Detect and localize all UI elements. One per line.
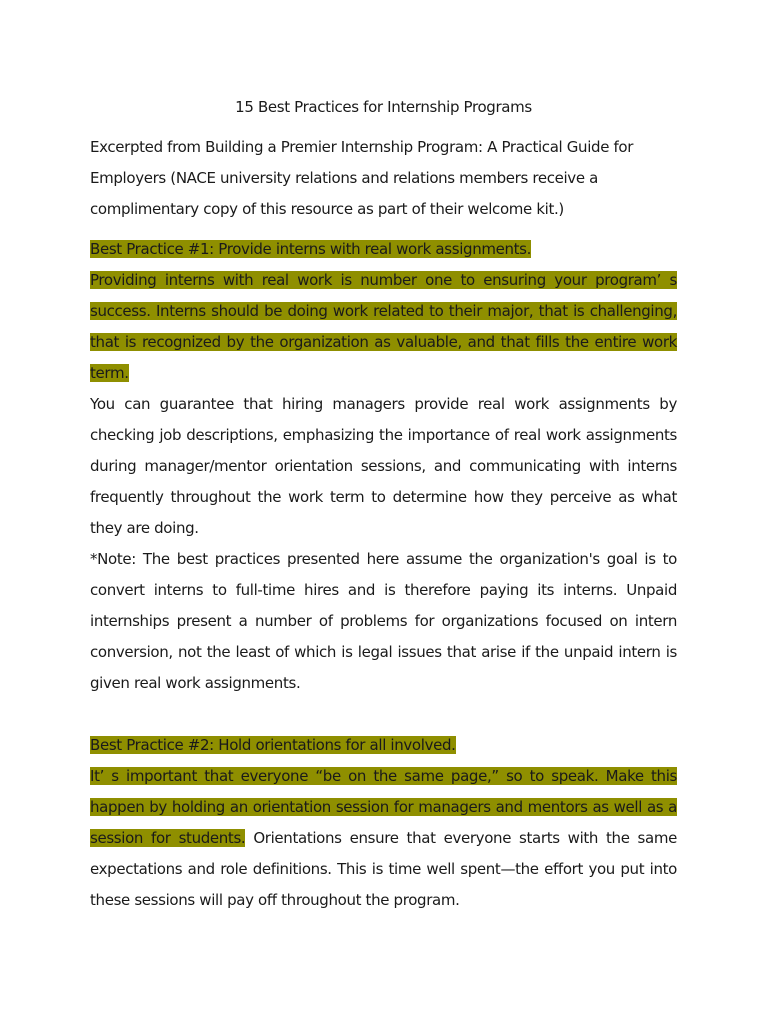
highlighted-text: Providing interns with real work is number one to ensuring your program’ s success. Interns should be doing work related to their major, that is challenging, that is recognized by the organization as valuable, and that fills the entire work term. bbox=[90, 271, 677, 382]
highlighted-text: It’ s important that everyone “be on the same page,” so to speak. Make this happen by holding an orientation session for managers and mentors as well as a session for students. bbox=[90, 767, 677, 847]
practice-2-paragraph bbox=[90, 761, 677, 916]
practice-1-highlighted-paragraph bbox=[90, 265, 677, 389]
paragraph-spacer bbox=[90, 699, 677, 730]
practice-1-body: You can guarantee that hiring managers provide real work assignments by checking job descriptions, emphasizing the importance of real work assignments during manager/mentor orientation sessions, and communicating with interns frequently throughout the work term to determine how they perceive as what they are doing. bbox=[90, 395, 677, 537]
practice-1-note: *Note: The best practices presented here assume the organization's goal is to convert interns to full-time hires and is therefore paying its interns. Unpaid internships present a number of problems for organizations focused on intern conversion, not the least of which is legal issues that arise if the unpaid intern is given real work assignments. bbox=[90, 550, 677, 692]
practice-2-body: Orientations ensure that everyone starts with the same expectations and role definitions. This is time well spent—the effort you put into these sessions will pay off throughout the program. bbox=[90, 829, 678, 909]
intro-paragraph: Excerpted from Building a Premier Internship Program: A Practical Guide for Employers (NACE university relations and relations members receive a complimentary copy of this resource as part of their welcome kit.) bbox=[90, 138, 634, 218]
document-page bbox=[90, 92, 677, 916]
highlighted-heading: Best Practice #1: Provide interns with real work assignments. bbox=[90, 240, 532, 258]
highlighted-heading: Best Practice #2: Hold orientations for all involved. bbox=[90, 736, 456, 754]
practice-2-heading bbox=[90, 730, 677, 761]
document-title: 15 Best Practices for Internship Programs bbox=[235, 98, 532, 116]
practice-1-heading bbox=[90, 234, 677, 265]
